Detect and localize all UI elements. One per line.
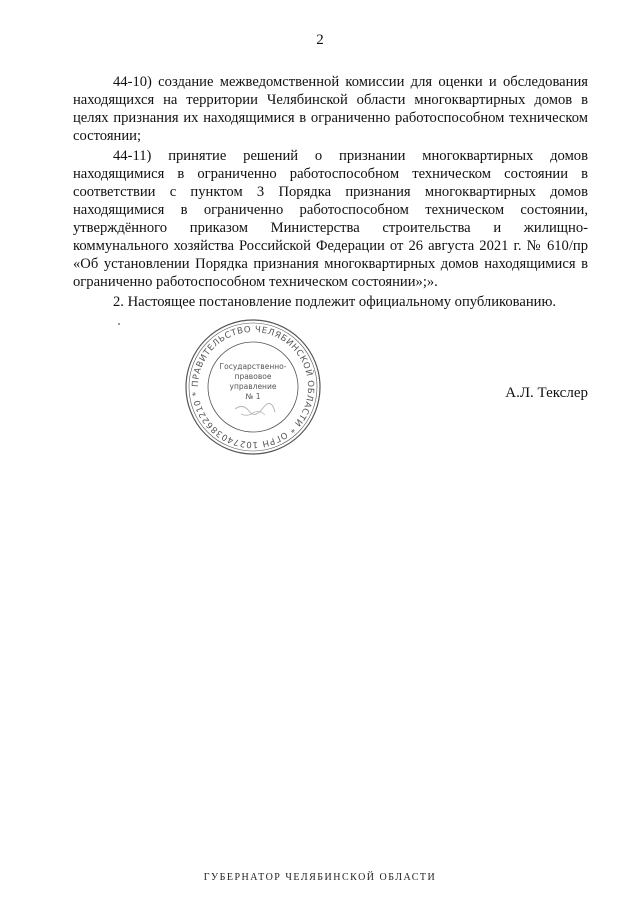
paragraph-publication: 2. Настоящее постановление подлежит официальному опубликованию. <box>113 294 557 310</box>
seal-center-line-1: Государственно- <box>219 362 287 371</box>
document-body <box>73 73 588 311</box>
seal-ring-text: ПРАВИТЕЛЬСТВО ЧЕЛЯБИНСКОЙ ОБЛАСТИ * ОГРН 1027403862210 * <box>190 324 316 450</box>
seal-center-line-4: № 1 <box>245 392 261 401</box>
signatory-name: А.Л. Текслер <box>505 385 588 401</box>
paragraph-44-10: 44-10) создание межведомственной комиссии для оценки и обследования находящихся на территории Челябинской области многоквартирных домов в целях признания их находящимися в ограниченно работоспособном техническом состоянии; <box>73 74 588 144</box>
document-footer: ГУБЕРНАТОР ЧЕЛЯБИНСКОЙ ОБЛАСТИ <box>203 872 437 883</box>
scan-speck <box>118 323 120 325</box>
official-seal <box>183 317 323 457</box>
seal-signature-scribble <box>235 403 275 415</box>
seal-center-line-2: правовое <box>234 372 272 381</box>
page-number: 2 <box>316 32 324 48</box>
paragraph-44-11: 44-11) принятие решений о признании многоквартирных домов находящимися в ограниченно работоспособном техническом состоянии в соответствии с пунктом 3 Порядка признания многоквартирных домов находящимися в ограниченно работоспособном техническом состоянии, утверждённого приказом Министерства строительства и жилищно-коммунального хозяйства Российской Федерации от 26 августа 2021 г. № 610/пр «Об установлении Порядка признания многоквартирных домов находящимися в ограниченно работоспособном техническом состоянии»;». <box>73 148 588 290</box>
seal-center-line-3: управление <box>229 382 277 391</box>
